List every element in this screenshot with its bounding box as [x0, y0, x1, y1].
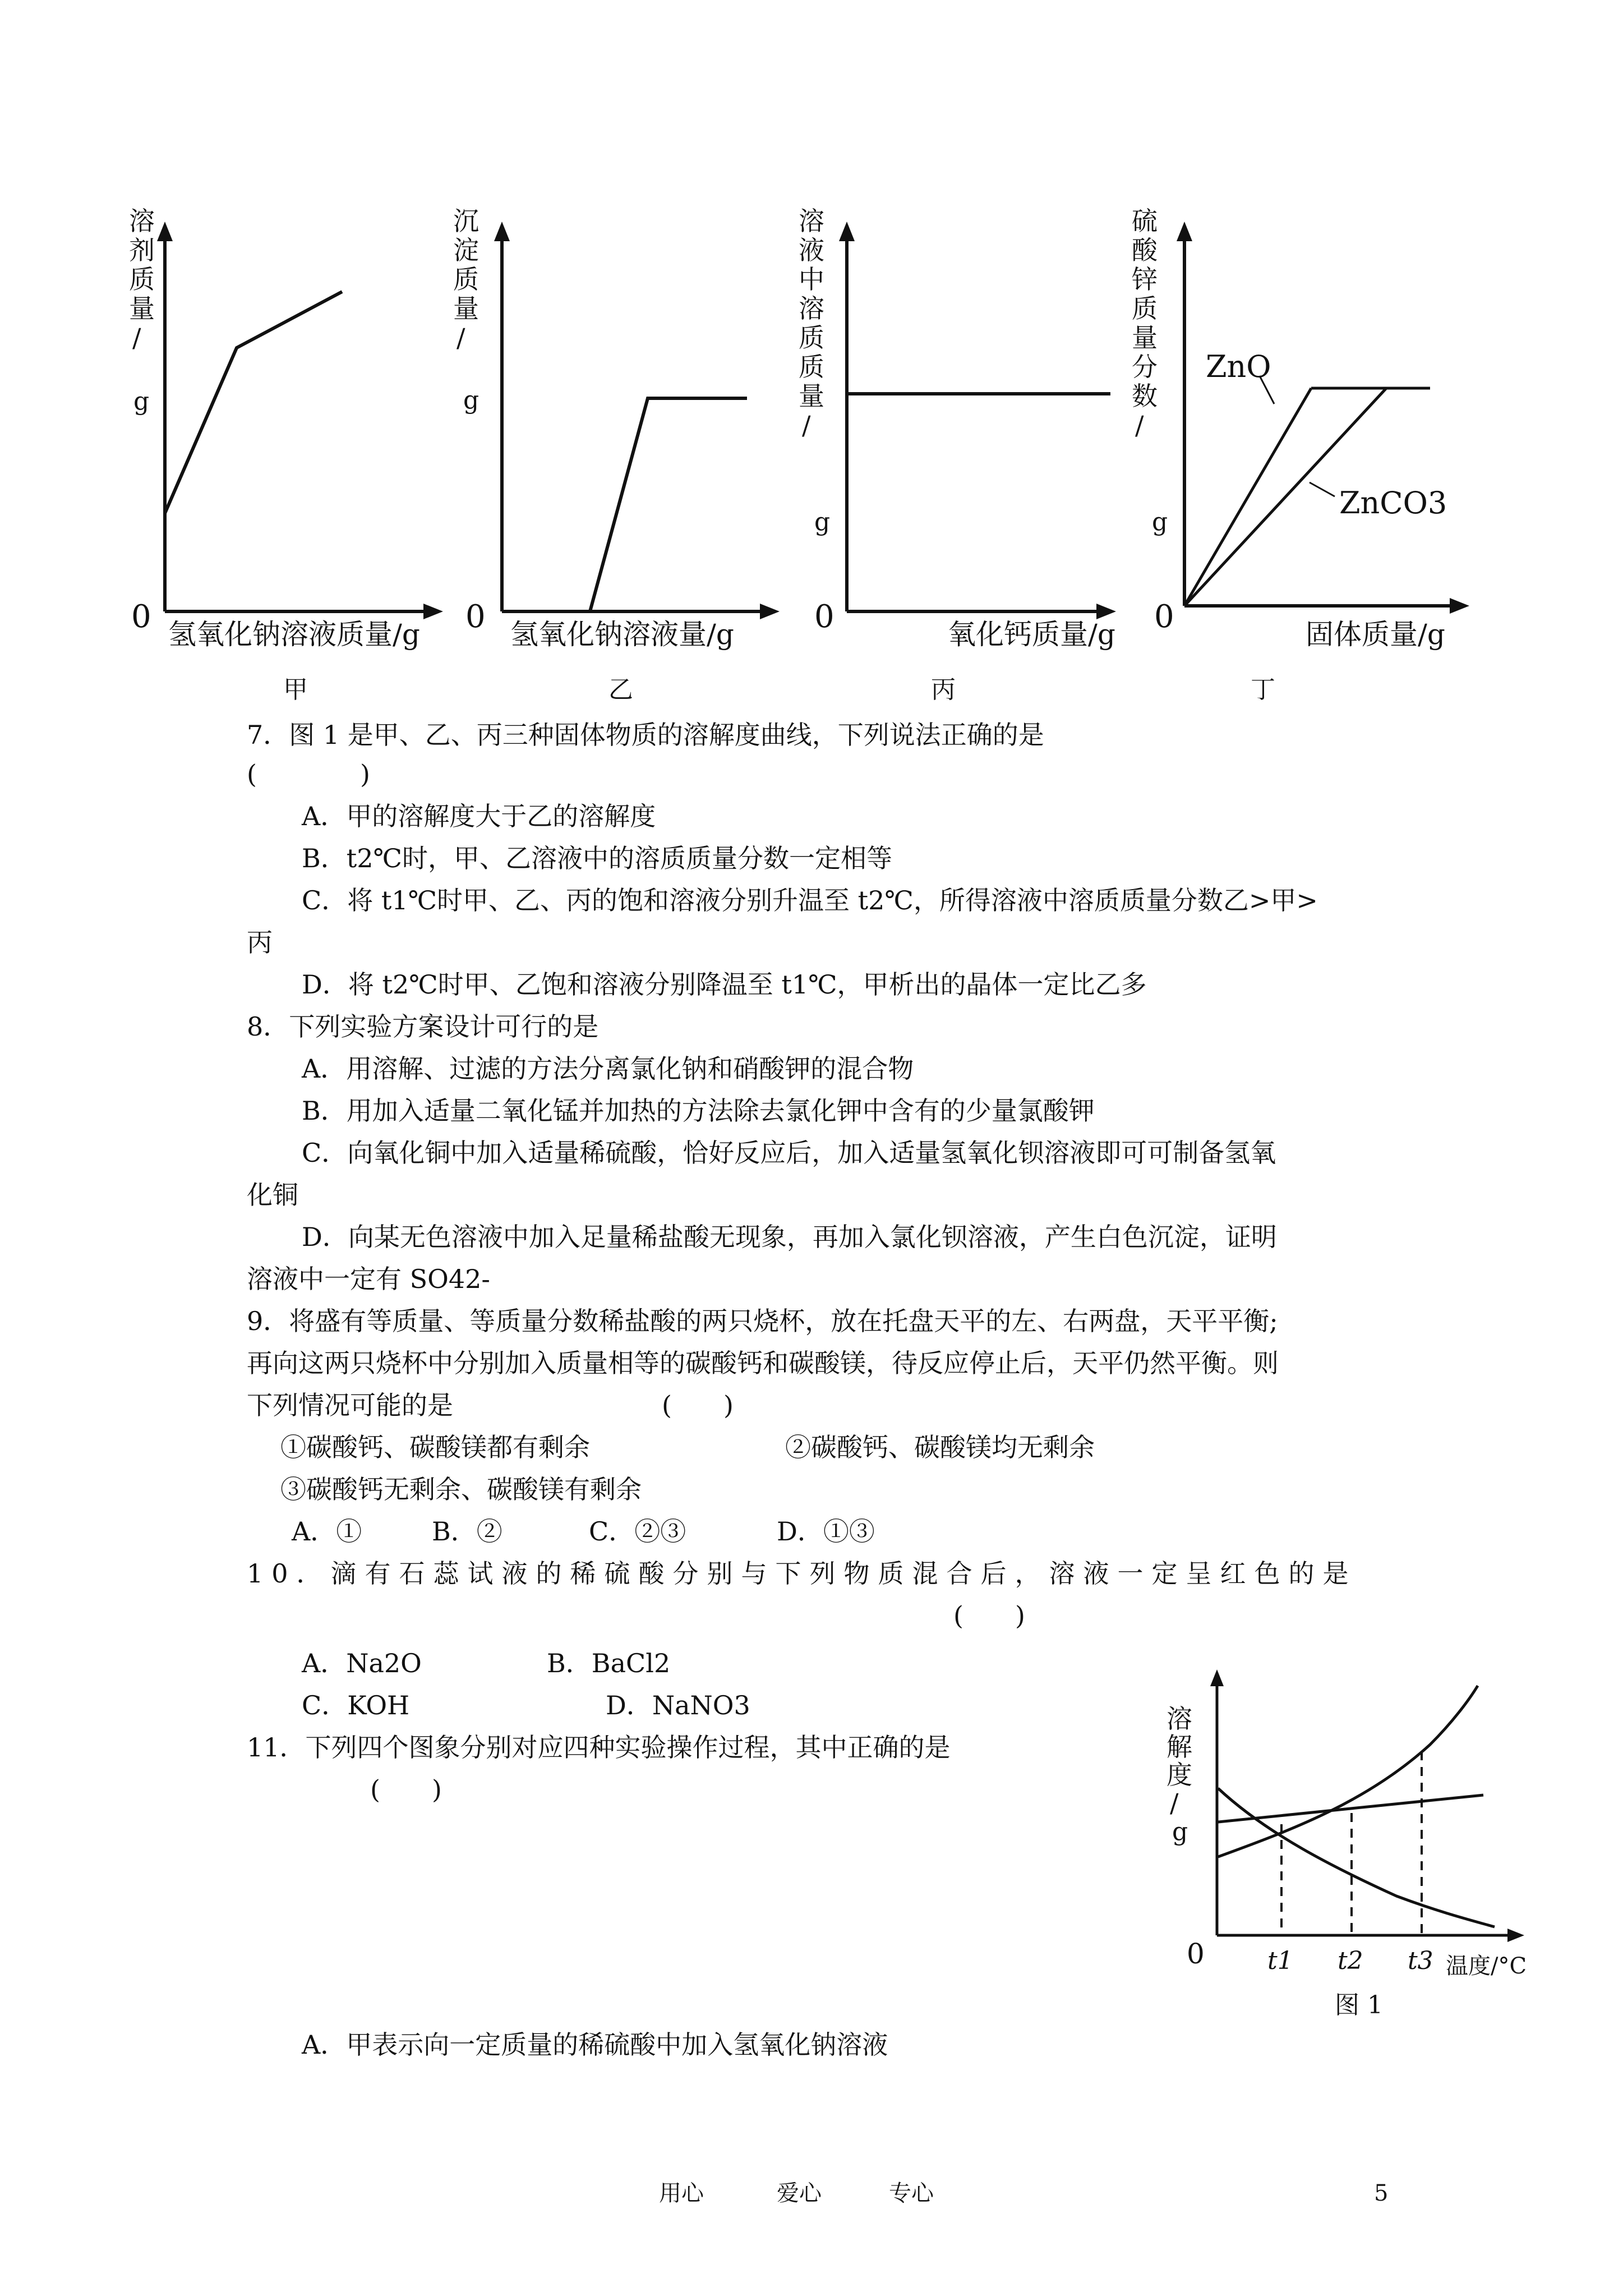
ylabel-char: 溶 — [129, 208, 155, 236]
caption-bing: 丙 — [931, 675, 956, 704]
ylabel-char: 度 — [1166, 1760, 1192, 1790]
q8-option-b: B．用加入适量二氧化锰并加热的方法除去氯化钾中含有的少量氯酸钾 — [302, 1096, 1095, 1126]
ylabel-char: 硫 — [1132, 208, 1158, 236]
origin: 0 — [814, 599, 834, 635]
ylabel-char: / — [132, 323, 141, 353]
q10-option-a: A．Na2O — [302, 1648, 422, 1678]
figure-1-caption: 图 1 — [1335, 1991, 1383, 2019]
series-label-znco3: ZnCO3 — [1339, 485, 1447, 521]
ylabel-char: 锌 — [1132, 264, 1158, 295]
y-unit: g — [463, 386, 479, 415]
q10-stem: 10．滴有石蕊试液的稀硫酸分别与下列物质混合后，溶液一定呈红色的是 — [247, 1558, 1357, 1589]
y-unit: g — [814, 508, 831, 536]
q7-option-d: D．将 t2℃时甲、乙饱和溶液分别降温至 t1℃，甲析出的晶体一定比乙多 — [302, 969, 1147, 1000]
curve-rising — [1218, 1686, 1478, 1857]
curve-zno — [1184, 388, 1311, 606]
origin: 0 — [465, 599, 486, 635]
q11-stem: 11．下列四个图象分别对应四种实验操作过程，其中正确的是 — [247, 1732, 951, 1763]
caption-jia: 甲 — [283, 675, 308, 704]
origin: 0 — [1154, 599, 1174, 635]
y-axis-arrow — [1177, 222, 1192, 241]
ylabel-char: / — [1135, 410, 1144, 440]
x-axis-label: 固体质量/g — [1306, 618, 1445, 651]
x-axis-arrow — [1507, 1929, 1524, 1942]
ylabel-char: 解 — [1166, 1732, 1192, 1762]
x-axis-arrow — [423, 604, 443, 619]
q10-option-c: C．KOH — [302, 1690, 410, 1720]
q9-option-b: B．② — [432, 1516, 502, 1547]
x-axis-label: 氧化钙质量/g — [948, 618, 1115, 651]
origin: 0 — [1187, 1938, 1205, 1970]
caption-ding: 丁 — [1251, 675, 1275, 704]
q9-line-3: 下列情况可能的是 — [247, 1390, 453, 1420]
q7-option-c-cont: 丙 — [247, 927, 273, 958]
q8-option-d-cont: 溶液中一定有 SO42- — [247, 1264, 490, 1294]
q7-stem: 7．图 1 是甲、乙、丙三种固体物质的溶解度曲线，下列说法正确的是 — [247, 720, 1044, 750]
ylabel-char: / — [1170, 1788, 1179, 1818]
q9-line-2: 再向这两只烧杯中分别加入质量相等的碳酸钙和碳酸镁，待反应停止后，天平仍然平衡。则 — [247, 1348, 1279, 1378]
ylabel-char: 淀 — [453, 235, 479, 265]
q8-stem: 8．下列实验方案设计可行的是 — [247, 1011, 599, 1042]
q8-option-c: C．向氧化铜中加入适量稀硫酸，恰好反应后，加入适量氢氧化钡溶液即可可制备氢氧 — [302, 1138, 1276, 1168]
ylabel-char: 质 — [129, 264, 155, 295]
page-number: 5 — [1374, 2180, 1389, 2206]
q7-paren: ( ) — [247, 759, 370, 789]
ylabel-char: / — [802, 410, 811, 440]
footer-word-3: 专心 — [889, 2180, 934, 2206]
q7-option-b: B．t2℃时，甲、乙溶液中的溶质质量分数一定相等 — [302, 843, 893, 873]
q9-choice-2: ②碳酸钙、碳酸镁均无剩余 — [785, 1432, 1095, 1462]
q11-option-a: A．甲表示向一定质量的稀硫酸中加入氢氧化钠溶液 — [302, 2030, 888, 2060]
q8-option-a: A．用溶解、过滤的方法分离氯化钠和硝酸钾的混合物 — [302, 1053, 914, 1084]
y-unit: g — [133, 387, 150, 416]
x-axis-arrow — [1096, 604, 1116, 619]
q8-option-c-cont: 化铜 — [247, 1180, 298, 1210]
ylabel-char: 中 — [799, 264, 824, 295]
q9-choice-1: ①碳酸钙、碳酸镁都有剩余 — [280, 1432, 590, 1462]
ylabel-char: 溶 — [1166, 1704, 1192, 1734]
ylabel-char: 量 — [799, 381, 824, 411]
x-axis-label: 氢氧化钠溶液量/g — [510, 618, 734, 651]
label-leader-znco3 — [1310, 482, 1335, 496]
q9-paren: ( ) — [662, 1390, 734, 1420]
y-unit: g — [1172, 1818, 1188, 1846]
x-axis-arrow — [760, 604, 780, 619]
graph-ding — [1127, 208, 1486, 651]
ylabel-char: / — [457, 323, 465, 353]
x-axis-arrow — [1450, 598, 1469, 614]
tick-t2: t2 — [1338, 1947, 1363, 1975]
q8-option-d: D．向某无色溶液中加入足量稀盐酸无现象，再加入氯化钡溶液，产生白色沉淀，证明 — [302, 1222, 1277, 1252]
footer-word-1: 用心 — [659, 2180, 704, 2206]
figure-1-solubility — [1150, 1666, 1537, 2008]
ylabel-char: 分 — [1132, 352, 1158, 382]
q10-paren: ( ) — [953, 1600, 1025, 1631]
q7-option-c: C．将 t1℃时甲、乙、丙的饱和溶液分别升温至 t2℃，所得溶液中溶质质量分数乙>甲> — [302, 885, 1318, 915]
ylabel-char: 质 — [1132, 293, 1158, 324]
tick-t3: t3 — [1408, 1947, 1433, 1975]
curve-jia — [165, 292, 342, 513]
ylabel-char: 溶 — [799, 208, 824, 236]
q10-option-d: D．NaNO3 — [606, 1690, 750, 1720]
q9-option-a: A．① — [292, 1516, 362, 1547]
ylabel-char: 量 — [1132, 323, 1158, 353]
graph-yi — [443, 208, 791, 651]
q7-option-a: A．甲的溶解度大于乙的溶解度 — [302, 801, 656, 831]
ylabel-char: 质 — [453, 264, 479, 295]
q9-option-d: D．①③ — [777, 1516, 875, 1547]
ylabel-char: 量 — [453, 293, 479, 324]
y-axis-arrow — [839, 222, 855, 241]
series-label-zno: ZnO — [1206, 349, 1271, 384]
q11-paren: ( ) — [370, 1774, 442, 1805]
x-axis-label: 温度/°C — [1446, 1953, 1527, 1979]
curve-yi — [590, 398, 747, 611]
graph-bing — [785, 208, 1133, 651]
q9-choice-3: ③碳酸钙无剩余、碳酸镁有剩余 — [280, 1474, 642, 1504]
q9-option-c: C．②③ — [589, 1516, 686, 1547]
graph-jia — [112, 208, 460, 651]
ylabel-char: 剂 — [129, 235, 155, 265]
ylabel-char: 质 — [799, 352, 824, 382]
origin: 0 — [131, 599, 151, 635]
y-axis-arrow — [157, 222, 173, 241]
footer-word-2: 爱心 — [777, 2180, 822, 2206]
x-axis-label: 氢氧化钠溶液质量/g — [168, 618, 420, 651]
ylabel-char: 酸 — [1132, 235, 1158, 265]
y-axis-arrow — [494, 222, 510, 241]
ylabel-char: 沉 — [453, 208, 479, 236]
ylabel-char: 数 — [1132, 381, 1158, 411]
q9-line-1: 9．将盛有等质量、等质量分数稀盐酸的两只烧杯，放在托盘天平的左、右两盘，天平平衡; — [247, 1306, 1278, 1336]
y-unit: g — [1152, 508, 1168, 536]
ylabel-char: 量 — [129, 293, 155, 324]
ylabel-char: 质 — [799, 323, 824, 353]
ylabel-char: 溶 — [799, 293, 824, 324]
y-axis-arrow — [1210, 1669, 1224, 1686]
ylabel-char: 液 — [799, 235, 824, 265]
tick-t1: t1 — [1267, 1947, 1293, 1975]
caption-yi: 乙 — [608, 675, 633, 704]
q10-option-b: B．BaCl2 — [547, 1648, 671, 1678]
